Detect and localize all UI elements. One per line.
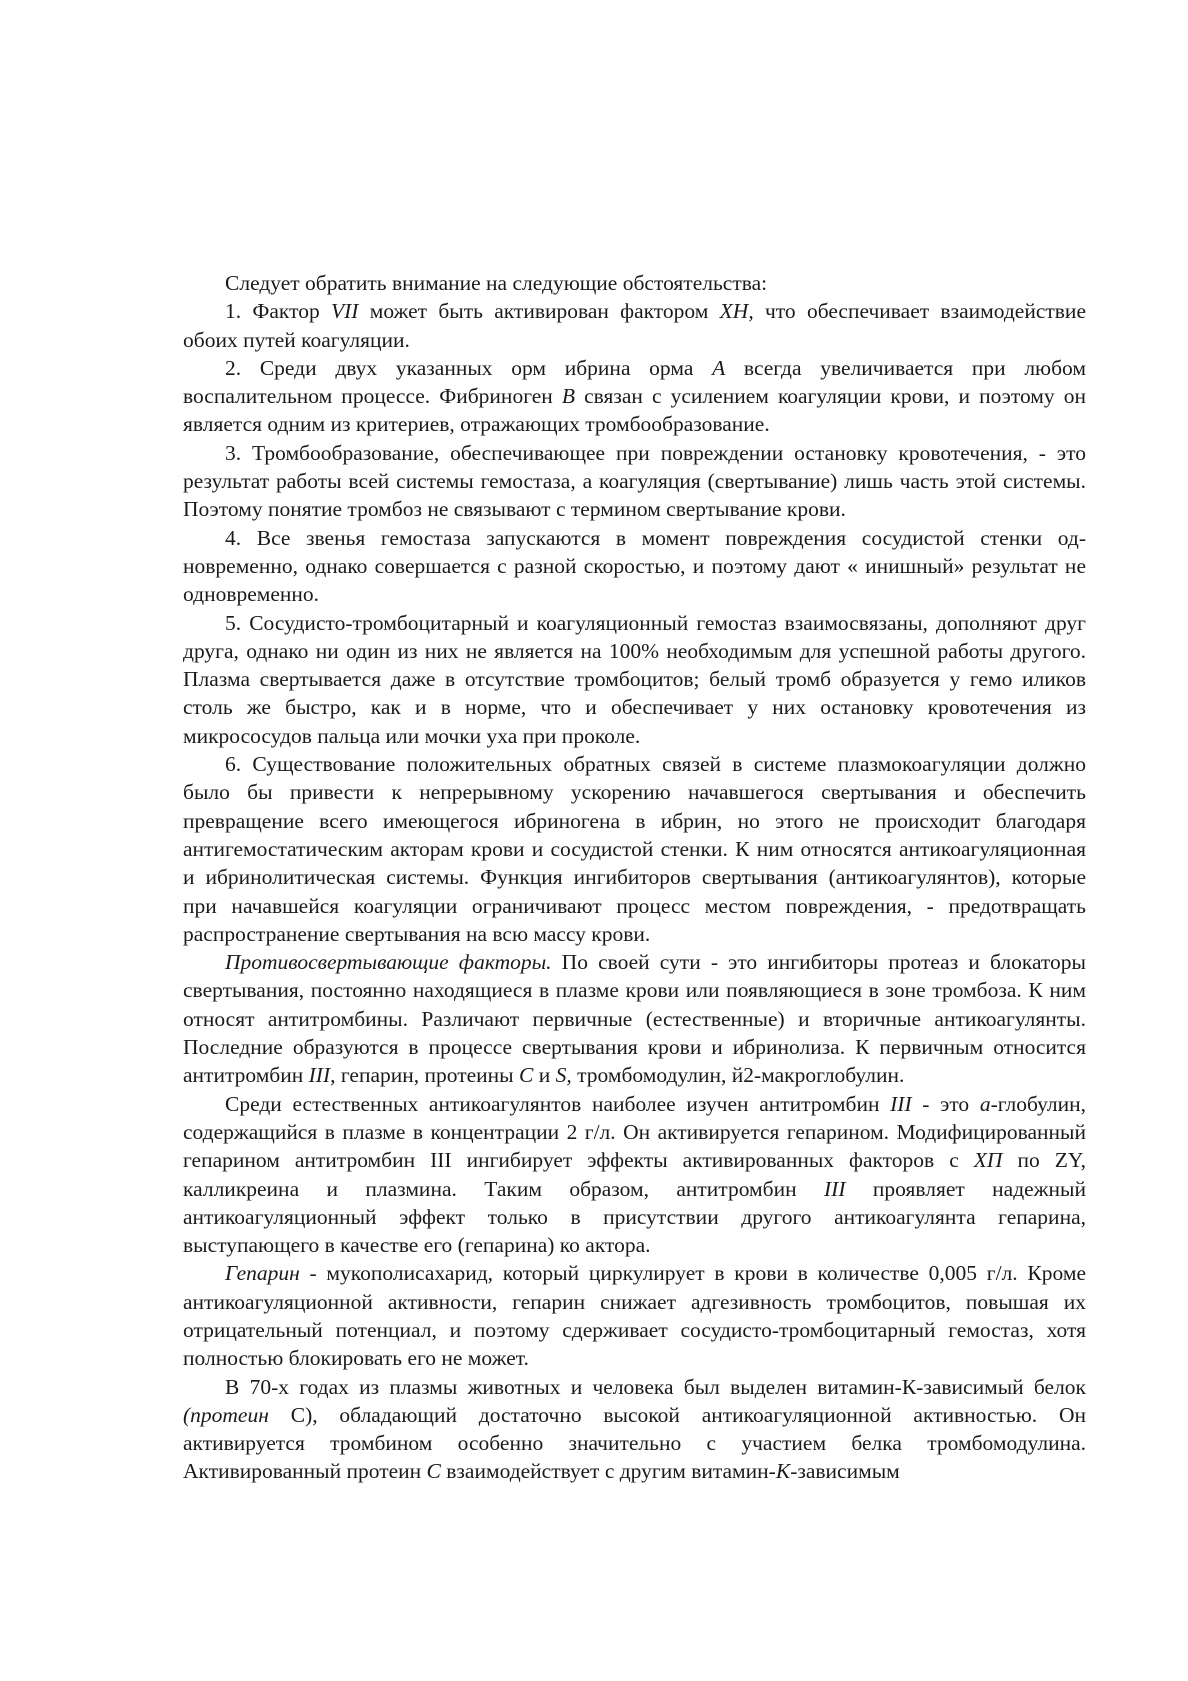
text-run: по ZY, калликреина и плазмина. Таким образом, антитромбин xyxy=(183,1148,1086,1201)
page-body xyxy=(183,269,1086,1486)
italic-run: S, xyxy=(555,1063,572,1088)
text-run: 5. Сосудисто-тромбоцитарный и коагуляционный гемостаз взаимосвязаны, дополняют друг друга, однако ни один из них не является на 100% необходимым для успешной работы другого. Плазма свертывается даже в отсутствие тромбоцитов; белый тромб образуется у гемо иликов столь же быстро, как и в норме, что и обеспечивает у них остановку кровотечения из микрососудов пальца или мочки уха при проколе. xyxy=(183,610,1086,748)
paragraph-point-2 xyxy=(183,354,1086,439)
italic-run: XH, xyxy=(719,299,754,324)
italic-run: III xyxy=(890,1091,912,1116)
italic-run: A xyxy=(712,355,726,380)
paragraph-antithrombin xyxy=(183,1090,1086,1260)
paragraph-anticoagulant-factors xyxy=(183,948,1086,1089)
italic-run: C xyxy=(426,1459,441,1484)
text-run: может быть активирован фактором xyxy=(358,299,720,324)
paragraph-heparin xyxy=(183,1259,1086,1372)
text-run: -зависимым xyxy=(790,1459,900,1484)
italic-run: III xyxy=(824,1176,846,1201)
paragraph-point-1 xyxy=(183,297,1086,354)
italic-run: III, xyxy=(308,1063,336,1088)
paragraph-intro xyxy=(183,269,1086,297)
italic-run: XП xyxy=(973,1148,1003,1173)
text-run: проявляет надежный антикоагуляционный эффект только в присутствии другого антикоагулянта гепарина, выступающего в качестве его (гепарина) ко актора. xyxy=(183,1176,1086,1258)
text-run: - это xyxy=(911,1091,980,1116)
text-run: 6. Существование положительных обратных связей в системе плазмокоагуляции должно было бы привести к непрерывному ускорению начавшегося свертывания и обеспечить превращение всего имеющегося ибриногена в ибрин, но этого не происходит благодаря антигемостатическим акторам крови и сосудистой стенки. К ним относятся антикоагуляционная и ибринолитическая системы. Функция ингибиторов свертывания (антикоагулянтов), которые при начавшейся коагуляции ограничивают процесс местом повреждения, - предотвращать распространение свертывания на всю массу крови. xyxy=(183,752,1086,946)
text-run: 1. Фактор xyxy=(225,299,331,324)
paragraph-protein-c xyxy=(183,1373,1086,1486)
text-run: и xyxy=(533,1063,556,1088)
text-run: взаимодействует с другим витамин- xyxy=(440,1459,776,1484)
paragraph-point-3 xyxy=(183,439,1086,524)
italic-run: K xyxy=(775,1459,791,1484)
text-run: тромбомодулин, й2-макроглобулин. xyxy=(571,1063,905,1088)
text-run: -глобулин, содержащийся в плазме в концентрации 2 г/л. Он активируется гепарином. Модифицированный гепарином антитромбин III ингибирует эффекты активированных факторов с xyxy=(183,1091,1086,1173)
italic-run: (протеин xyxy=(183,1402,269,1427)
text-run: Следует обратить внимание на следующие обстоятельства: xyxy=(225,271,768,295)
text-run: 3. Тромбообразование, обеспечивающее при повреждении остановку кровотечения, - это результат работы всей системы гемостаза, а коагуляция (свертывание) лишь часть этой системы. Поэтому понятие тромбоз не связывают с термином свертывание крови. xyxy=(183,440,1086,522)
italic-run: C xyxy=(519,1063,534,1088)
text-run: Среди естественных антикоагулянтов наиболее изучен антитромбин xyxy=(225,1091,891,1116)
text-run: связан с усилением коагуляции крови, и поэтому он является одним из критериев, отражающих тромбообразование. xyxy=(183,384,1086,437)
italic-run: B xyxy=(561,384,575,409)
italic-run: Противосвертывающие факторы. xyxy=(225,950,552,975)
italic-run: Гепарин xyxy=(225,1261,300,1286)
text-run: гепарин, протеины xyxy=(335,1063,520,1088)
paragraph-point-6 xyxy=(183,750,1086,948)
text-run: что обеспечивает взаимодействие обоих путей коагуляции. xyxy=(183,299,1086,352)
paragraph-point-5 xyxy=(183,609,1086,750)
text-run: 2. Среди двух указанных орм ибрина орма xyxy=(225,355,713,380)
text-run: 4. Все звенья гемостаза запускаются в момент повреждения сосудистой стенки одновременно, однако совершается с разной скоростью, и поэтому дают « инишный» результат не одновременно. xyxy=(183,525,1086,607)
paragraph-point-4 xyxy=(183,524,1086,609)
text-run: всегда увеличивается при любом воспалительном процессе. Фибриноген xyxy=(183,355,1086,409)
text-run: По своей сути - это ингибиторы протеаз и блокаторы свертывания, постоянно находящиеся в плазме крови или появляющиеся в зоне тромбоза. К ним относят антитромбины. Различают первичные (естественные) и вторичные антикоагулянты. Последние образуются в процессе свертывания крови и ибринолиза. К первичным относится антитромбин xyxy=(183,950,1086,1088)
italic-run: a xyxy=(979,1091,991,1116)
italic-run: VII xyxy=(331,299,359,324)
text-run: - мукополисахарид, который циркулирует в крови в количестве 0,005 г/л. Кроме антикоагуляционной активности, гепарин снижает адгезивность тромбоцитов, повышая их отрицательный потенциал, и поэтому сдерживает сосудисто-тромбоцитарный гемостаз, хотя полностью блокировать его не может. xyxy=(183,1261,1086,1371)
text-run: В 70-х годах из плазмы животных и человека был выделен витамин-К-зависимый белок xyxy=(225,1374,1086,1399)
text-run: С), обладающий достаточно высокой антикоагуляционной активностью. Он активируется тромбином особенно значительно с участием белка тромбомодулина. Активированный протеин xyxy=(183,1402,1086,1484)
